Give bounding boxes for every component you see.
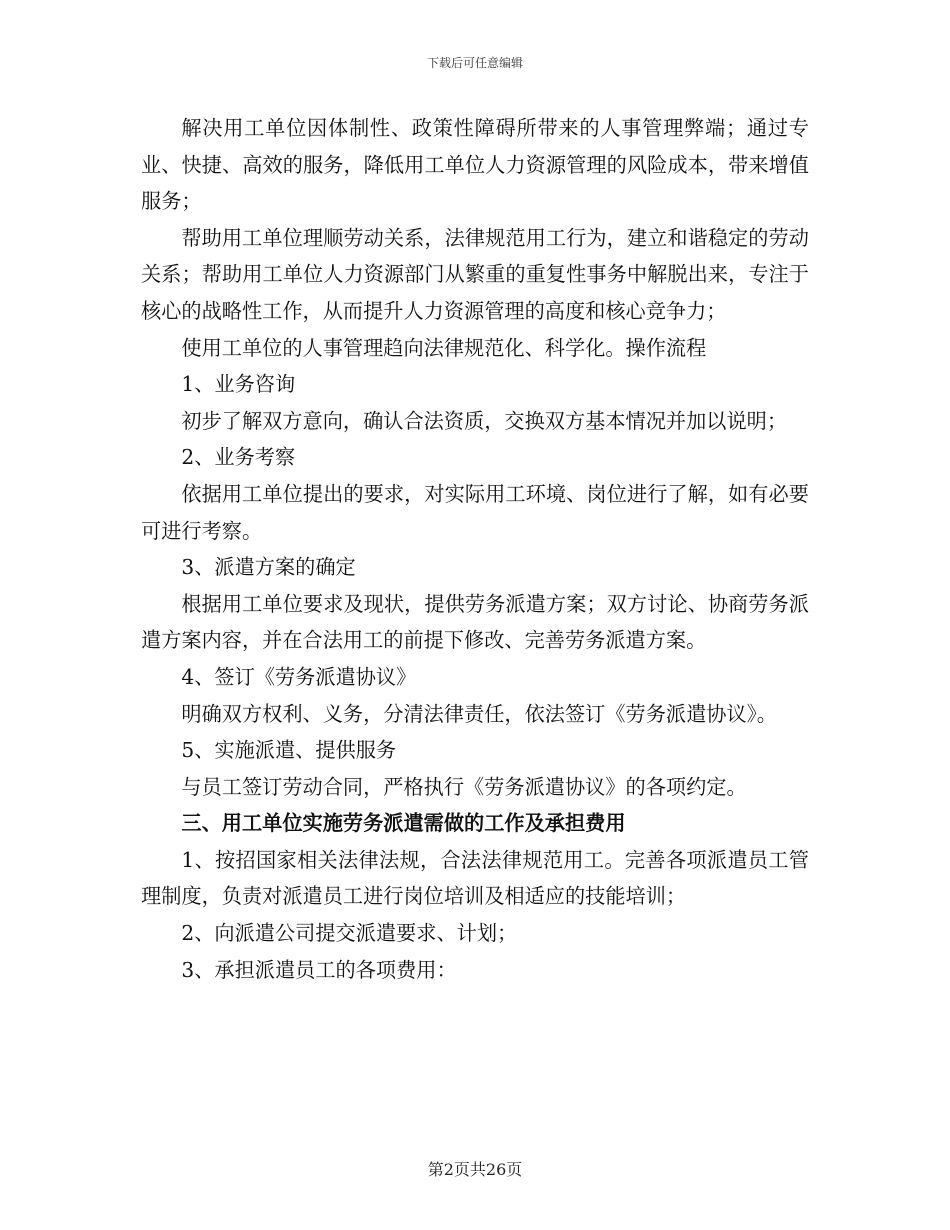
section-heading: 三、用工单位实施劳务派遣需做的工作及承担费用: [181, 811, 626, 836]
paragraph: 1、按招国家相关法律法规，合法法律规范用工。完善各项派遣员工管理制度，负责对派遣员工进行岗位培训及相适应的技能培训；: [141, 847, 809, 909]
paragraph: 使用工单位的人事管理趋向法律规范化、科学化。操作流程: [181, 335, 707, 360]
paragraph: 解决用工单位因体制性、政策性障碍所带来的人事管理弊端；通过专业、快捷、高效的服务，降低用工单位人力资源管理的风险成本，带来增值服务；: [141, 116, 809, 214]
step-heading: 2、业务考察: [181, 445, 296, 470]
step-heading: 1、业务咨询: [181, 372, 296, 397]
paragraph: 明确双方权利、义务，分清法律责任，依法签订《劳务派遣协议》。: [181, 701, 777, 726]
document-body: [141, 110, 809, 988]
paragraph: 初步了解双方意向，确认合法资质，交换双方基本情况并加以说明；: [181, 408, 788, 433]
page-header: 下载后可任意编辑: [426, 56, 523, 70]
paragraph: 3、承担派遣员工的各项费用：: [181, 957, 457, 982]
step-heading: 4、签订《劳务派遣协议》: [181, 664, 417, 689]
step-heading: 3、派遣方案的确定: [181, 555, 356, 580]
paragraph: 依据用工单位提出的要求，对实际用工环境、岗位进行了解，如有必要可进行考察。: [141, 481, 809, 543]
page-footer: 第2页共26页: [427, 1160, 523, 1179]
paragraph: 帮助用工单位理顺劳动关系，法律规范用工行为，建立和谐稳定的劳动关系；帮助用工单位人力资源部门从繁重的重复性事务中解脱出来，专注于核心的战略性工作，从而提升人力资源管理的高度和核心竞争力；: [141, 225, 809, 323]
paragraph: 根据用工单位要求及现状，提供劳务派遣方案；双方讨论、协商劳务派遣方案内容，并在合法用工的前提下修改、完善劳务派遣方案。: [141, 591, 809, 653]
paragraph: 2、向派遣公司提交派遣要求、计划；: [181, 921, 518, 946]
step-heading: 5、实施派遣、提供服务: [181, 738, 397, 763]
paragraph: 与员工签订劳动合同，严格执行《劳务派遣协议》的各项约定。: [181, 774, 747, 799]
